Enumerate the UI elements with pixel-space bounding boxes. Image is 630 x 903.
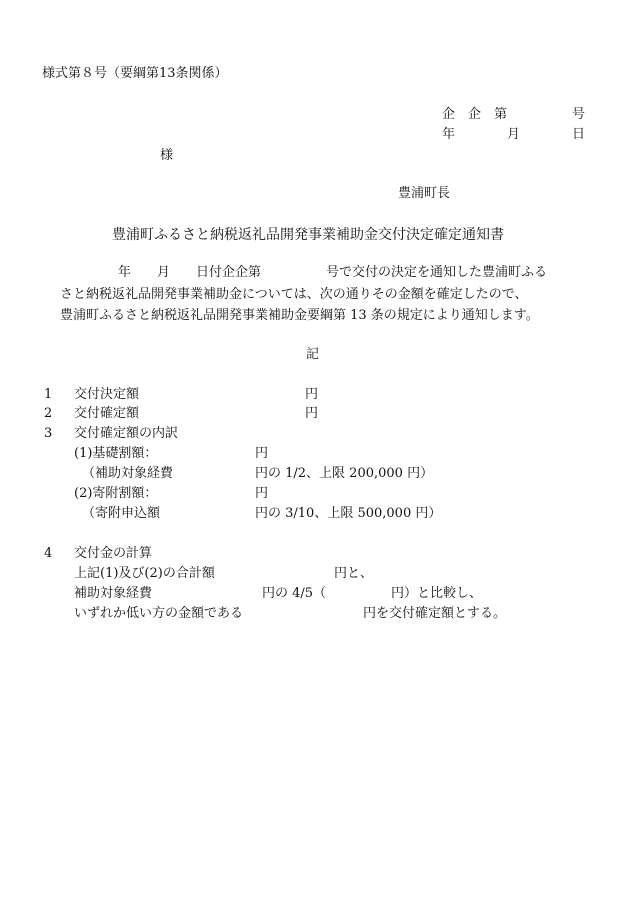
subitem-2-label: (2)寄附割額： xyxy=(74,486,158,501)
body-line-3: 豊浦町ふるさと納税返礼品開発事業補助金要綱第 13 条の規定により通知します。 xyxy=(60,308,539,323)
form-label: 様式第８号（要綱第13条関係） xyxy=(42,66,228,81)
document-title: 豊浦町ふるさと納税返礼品開発事業補助金交付決定確定通知書 xyxy=(112,227,504,243)
subitem-2-note-label: （寄附申込額 xyxy=(82,506,161,521)
ki-heading: 記 xyxy=(306,347,320,362)
subitem-2-note-value: 円の 3/10、上限 500,000 円） xyxy=(255,506,442,521)
item-3-label: 交付確定額の内訳 xyxy=(74,426,179,441)
addressee-suffix: 様 xyxy=(160,148,174,163)
item-1-unit: 円 xyxy=(305,387,319,402)
issue-date: 年 月 日 xyxy=(442,127,586,142)
calc-line-1-label: 上記(1)及び(2)の合計額 xyxy=(74,566,215,581)
reference-number: 企 企 第 号 xyxy=(442,107,586,122)
subitem-1-note-label: （補助対象経費 xyxy=(82,466,174,481)
calc-line-3-value: 円を交付確定額とする。 xyxy=(363,606,507,621)
subitem-1-note-value: 円の 1/2、上限 200,000 円） xyxy=(255,466,434,481)
item-3-number: 3 xyxy=(44,426,53,441)
subitem-1-label: (1)基礎割額： xyxy=(74,446,158,461)
item-1-number: 1 xyxy=(44,387,53,402)
calc-line-1-value: 円と、 xyxy=(334,566,374,581)
sender-name: 豊浦町長 xyxy=(398,186,451,201)
calc-line-3-label: いずれか低い方の金額である xyxy=(74,606,244,621)
subitem-2-unit: 円 xyxy=(255,486,269,501)
item-2-number: 2 xyxy=(44,406,53,421)
item-2-unit: 円 xyxy=(305,406,319,421)
calc-line-2-value: 円の 4/5（ 円）と比較し、 xyxy=(262,586,483,601)
subitem-1-unit: 円 xyxy=(255,446,269,461)
body-line-2: さと納税返礼品開発事業補助金については、次の通りその金額を確定したので、 xyxy=(60,287,528,302)
body-line-1: 年 月 日付企企第 号で交付の決定を通知した豊浦町ふる xyxy=(118,265,548,280)
item-1-label: 交付決定額 xyxy=(74,387,140,402)
item-2-label: 交付確定額 xyxy=(74,406,140,421)
calc-line-2-label: 補助対象経費 xyxy=(74,586,153,601)
item-4-number: 4 xyxy=(44,546,53,561)
item-4-label: 交付金の計算 xyxy=(74,546,153,561)
